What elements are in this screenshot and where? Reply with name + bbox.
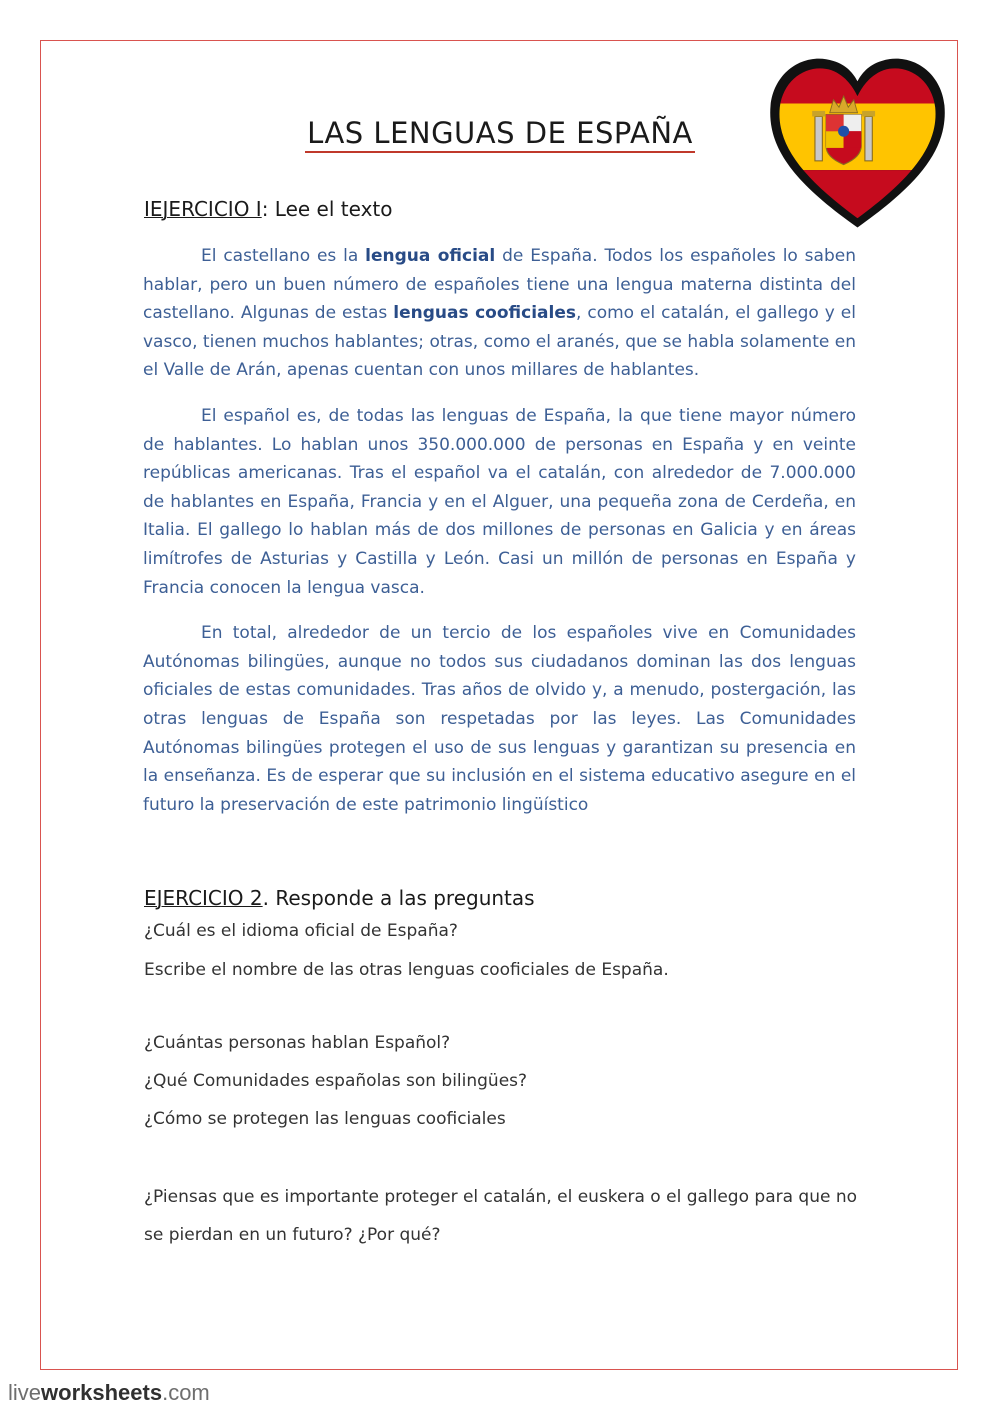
question-3: ¿Cuántas personas hablan Español? (144, 1033, 451, 1053)
question-5: ¿Cómo se protegen las lenguas cooficiales (144, 1109, 506, 1129)
page-title: LAS LENGUAS DE ESPAÑA (0, 116, 1000, 153)
question-6: ¿Piensas que es importante proteger el catalán, el euskera o el gallego para que no se pierdan en un futuro? ¿Por qué? (144, 1187, 858, 1245)
question-1: ¿Cuál es el idioma oficial de España? (144, 921, 458, 941)
highlight-lengua-oficial: lengua oficial (365, 246, 496, 266)
reading-paragraph-3: En total, alrededor de un tercio de los españoles vive en Comunidades Autónomas bilingües, aunque no todos sus ciudadanos dominan las dos lenguas oficiales de estas comunidades. Tras años de olvido y, a menudo, postergación, las otras lenguas de España son respetadas por las leyes. Las Comunidades Autónomas bilingües protegen el uso de sus lenguas y garantizan su presencia en la enseñanza. Es de esperar que su inclusión en el sistema educativo asegure en el futuro la preservación de este patrimonio lingüístico (143, 623, 856, 815)
question-2: Escribe el nombre de las otras lenguas cooficiales de España. (144, 960, 669, 980)
liveworksheets-logo[interactable]: liveworksheets.com (8, 1380, 210, 1405)
exercise-2-heading: EJERCICIO 2. Responde a las preguntas (144, 886, 535, 910)
reading-text (143, 242, 856, 836)
exercise-1-heading: IEJERCICIO I: Lee el texto (144, 197, 393, 221)
question-4: ¿Qué Comunidades españolas son bilingües? (144, 1071, 528, 1091)
highlight-lenguas-cooficiales: lenguas cooficiales (393, 303, 576, 324)
reading-paragraph-2: El español es, de todas las lenguas de España, la que tiene mayor número de hablantes. Lo hablan unos 350.000.000 de personas en España y en veinte repúblicas americanas. Tras el español va el catalán, con alrededor de 7.000.000 de hablantes en España, Francia y en el Alguer, una pequeña zona de Cerdeña, en Italia. El gallego lo hablan más de dos millones de personas en Galicia y en áreas limítrofes de Asturias y Castilla y León. Casi un millón de personas en España y Francia conocen la lengua vasca. (143, 405, 856, 598)
reading-paragraph-1: El castellano es la lengua oficial de España. Todos los españoles lo saben hablar, pero un buen número de españoles tiene una lengua materna distinta del castellano. Algunas de estas lenguas cooficiales, como el catalán, el gallego y el vasco, tienen muchos hablantes; otras, como el aranés, que se habla solamente en el Valle de Arán, apenas cuentan con unos millares de hablantes. (143, 246, 856, 381)
